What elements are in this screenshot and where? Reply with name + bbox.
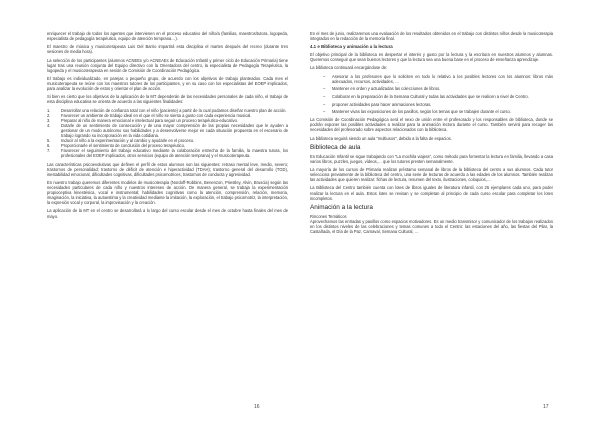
- list-item: – Asesorar a los profesores que lo soliciten en todo lo relativo a los posibles lectores con los alumnos: libros más adecuados, recursos, actividades, …: [323, 73, 553, 84]
- tasks-list: [310, 74, 553, 115]
- list-item: – proponer actividades para hacer animaciones lectoras.: [323, 101, 432, 107]
- subsection-title: Rincones Temáticos: [310, 213, 347, 219]
- paragraph: Si bien es cierto que los objetivos de la aplicación de la MT dependerán de las necesidades personales de cada niño, el trabajo de esta disciplina educativa se orienta de acuerdo a las siguientes finalidades:: [47, 94, 288, 105]
- paragraph: El trabajo es individualizado, en parejas o pequeño grupo, de acuerdo con los objetivos de trabajo planteados. Cada mes el musicoterapeuta se reúne con los maestros tutores de los participantes, y en su caso con los especialistas del EOEP implicados, para analizar la evolución de estos y orientar el plan de acción.: [47, 75, 288, 92]
- page-number: 17: [543, 404, 549, 410]
- paragraph: En nuestro trabajo queremos diferentes modelos de musicoterapia (Nordoff-Robbins, Benenzon, Priestley, Alvin, Bruscia) según las necesidades particulares de cada niño y nuestros intereses de acción. De manera general, se trabaja la experimentación propioceptiva kinestésica, vocal e instrumental; habilidades cognitivas como la atención, comprensión, relación, memoria, imaginación, la iniciativa, la autoestima y la creatividad mediante la imitación, la exploración, el trabajo psicomotriz, la interpretación, la expresión vocal y corporal, la improvisación y la creación.: [47, 179, 288, 206]
- paragraph: La biblioteca seguirá siendo un aula “multiusos”, debido a la falta de espacios.: [310, 135, 452, 141]
- paragraph: La Comisión de Coordinación Pedagógica será el nexo de unión entre el profesorado y los responsables de biblioteca, donde se podrán exponer las posibles actividades a realizar para la animación lectora durante el curso. También servirá para recoger las necesidades del profesorado sobre aspectos relacionados con la biblioteca.: [310, 117, 553, 133]
- list-item: – Mantener en orden y actualizadas las colecciones de libros.: [323, 86, 441, 92]
- paragraph: La selección de los participantes (alumnos ACNEEs y/o ACNEAEs de Educación Infantil y primer ciclo de Educación Primaria) tiene lugar tras una reunión conjunta del Equipo directivo con la Orientadora del centro, la especialista de Pedagogía Terapéutica, la logopeda y el musicoterapeuta en sesión de Comisión de Coordinación Pedagógica.: [47, 57, 288, 73]
- paragraph: enriquecer el trabajo de todos los agentes que intervienen en el proceso educativo del niño/a (familias, maestros/tutora, logopeda, especialista de pedagogía terapéutica, equipo de atención temprana…).: [47, 31, 288, 42]
- right-page: [300, 0, 600, 424]
- objectives-list: [47, 108, 288, 159]
- section-heading: Animación a la lectura: [310, 203, 373, 211]
- paragraph: Las características psicoevolutivas que definen el perfil de estos alumnos son las siguientes: retraso mental leve, medio, severo; trastornos de personalidad; trastorno de déficit de atención e hiperactividad (TDAH); trastorno general del desarrollo (TGD), inestabilidad emocional, dificultades cognitivas, dificultades psicomotrices, trastornos de conducta y agresividad.: [47, 161, 288, 177]
- page-number: 16: [254, 404, 260, 410]
- paragraph: La biblioteca continuará encargándose de:: [310, 65, 388, 71]
- list-item: – Mantener vivas las exposiciones de los pasillos, según los temas que se trabajen durante el curso.: [323, 109, 511, 115]
- paragraph: La mayoría de los cursos de Primaria realizan préstamo semanal de libros de la biblioteca del centro a sus alumnos. Cada tutor selecciona previamente de la biblioteca del centro, una serie de lecturas de acuerdo a las edades de los alumnos. También realizan las actividades que quieren realizar: fichas de lectura, resumen del texto, ilustraciones, coloquios,…: [310, 167, 553, 183]
- list-item: 2. Favorecer un ambiente de trabajo ideal en el que el niño se sienta a gusto con cada experiencia musical.: [47, 112, 252, 118]
- list-item: 7. Favorecer el seguimiento del trabajo educativo mediante la colaboración estrecha de la familia, la maestra tutora, los profesionales del EOEP implicados, otros servicios (equipo de atención temprana) y el musicoterapeuta.: [47, 148, 288, 159]
- list-item: – Colaborar en la preparación de la Semana Cultural y todas las actividades que se realicen a nivel de Centro.: [323, 93, 529, 99]
- paragraph: El maestro de música y musicoterapeuta Luis Del Barrio impartirá esta disciplina el martes después del recreo (durante tres sesiones de media hora).: [47, 44, 288, 55]
- paragraph: La aplicación de la MT en el centro se desarrollará a lo largo del curso escolar desde el mes de octubre hasta finales del mes de mayo.: [47, 208, 288, 219]
- section-subheading: 4.1 e Biblioteca y animación a la lectura: [310, 44, 393, 50]
- paragraph: Aprovechamos las entradas y pasillos como espacios motivadores. Es un medio transmisor y comunicador de los trabajos realizados en los distintos niveles de las celebraciones y temas comunes a todo el Centro: las estaciones del año, las fiestas del Pilar, la Castañada, el Día de la Paz, Carnaval, Semana Cultural, …: [310, 218, 553, 235]
- list-item: 1. Desarrollar una relación de confianza total con el niño (paciente) a partir de la cual podamos diseñar nuestro plan de acción.: [47, 107, 287, 113]
- paragraph: En el mes de junio, realizaremos una evaluación de los resultados obtenidos en el trabajo con distintos niños desde la musicoterapia integrados en la redacción de la memoria final.: [310, 31, 553, 42]
- paragraph: El objetivo principal de la biblioteca es despertar el interés y gusto por la lectura y la escritura en nuestros alumnos y alumnas. Queremos conseguir que sean buenos lectores y que la lectura sea una buena base en el proceso de enseñanza aprendizaje.: [310, 52, 553, 63]
- list-item: 3. Preparar al niño de manera emocional e intelectual para seguir un proceso terapéutico-educativo.: [47, 117, 239, 123]
- list-item: 6. Proporcionarle el sentimiento de conclusión del proceso terapéutico.: [47, 143, 186, 149]
- paragraph: La Biblioteca del Centro también cuenta con lotes de libros iguales de literatura infantil, con 25 ejemplares cada uno, para poder realizar la lectura en el aula. Estos lotes se revisan y se completan al principio de cada curso escolar para completar los lotes incompletos.: [310, 185, 553, 201]
- paragraph: En Educación Infantil se sigue trabajando con “La mochila viajera”, como método para fomentar la lectura en familia, llevando a casa varios libros, puzzles, juegos, vídeos,… que los tutores presten semanalmente.: [310, 153, 553, 164]
- list-item: 4. Dotarle de un sentimiento de consecución y de una mayor comprensión de las propias necesidades que le ayuden a gestionar de un modo autónomo sus habilidades y a desenvolverse mejor en cada situación propuesta en el escenario de trabajo logrando su incorporación en la vida cotidiana.: [47, 122, 288, 139]
- section-heading: Biblioteca de aula: [310, 143, 361, 151]
- list-item: 5. Inducir al niño a la experimentación y al cambio y ayudarle en el proceso.: [47, 138, 195, 144]
